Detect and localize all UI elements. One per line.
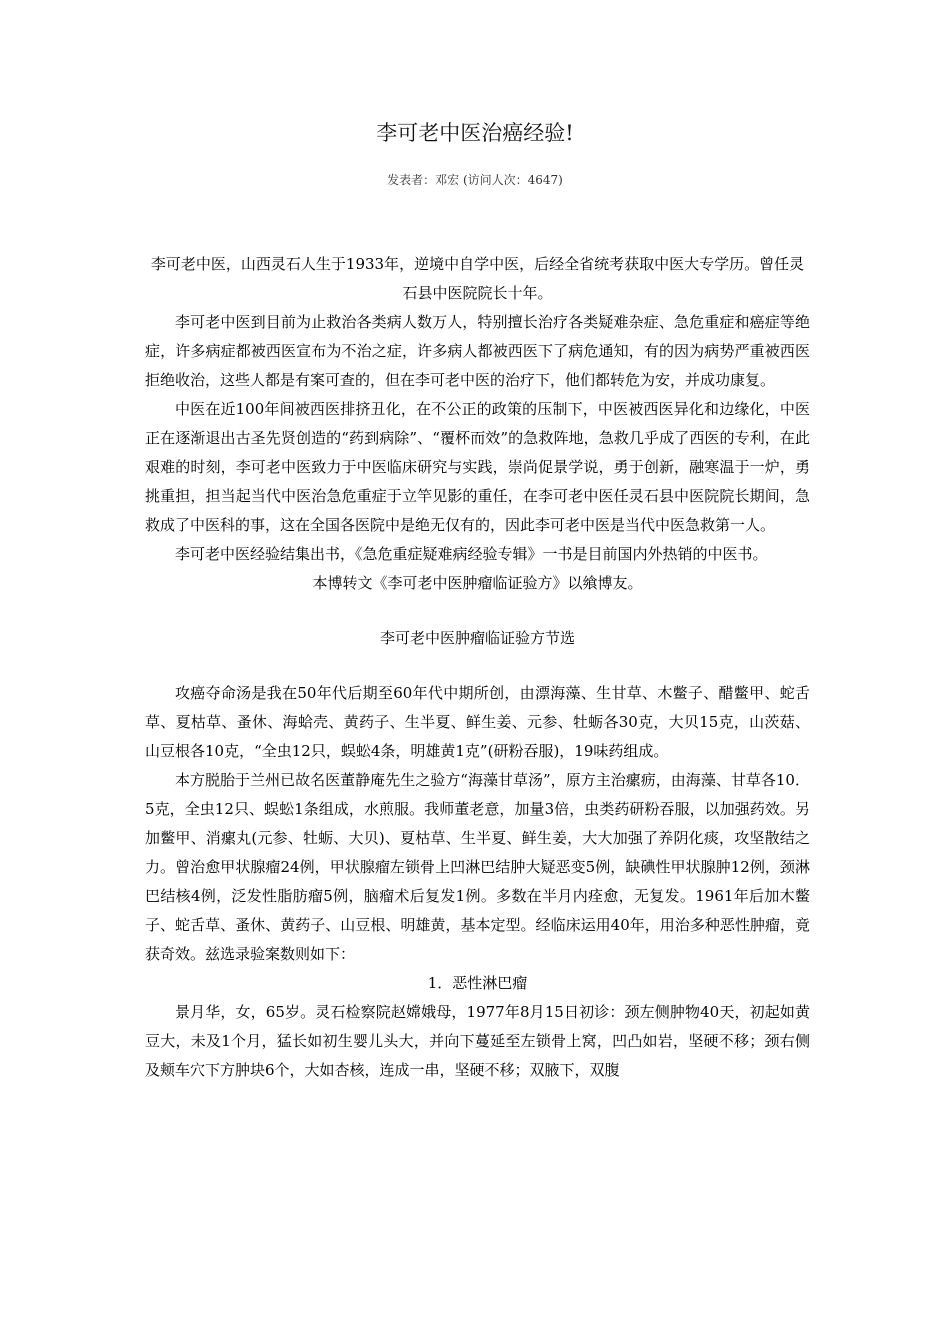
paragraph-book: 李可老中医经验结集出书，《急危重症疑难病经验专辑》一书是目前国内外热销的中医书。 <box>175 545 768 563</box>
case-heading: 1．恶性淋巴瘤 <box>427 974 528 992</box>
paragraph-formula: 攻癌夺命汤是我在50年代后期至60年代中期所创，由漂海藻、生甘草、木鳖子、醋鳖甲、蛇舌草、夏枯草、蚤休、海蛤壳、黄药子、生半夏、鲜生姜、元参、牡蛎各30克，大贝15克，山茨菇、山豆根各10克，“全虫12只，蜈蚣4条，明雄黄1克”(研粉吞服)，19味药组成。 <box>145 684 810 760</box>
paragraph-repost-note: 本博转文《李可老中医肿瘤临证验方》以飨博友。 <box>312 574 643 592</box>
paragraph-formula-origin: 本方脱胎于兰州已故名医董静庵先生之验方“海藻甘草汤”，原方主治瘰疬，由海藻、甘草各10．5克，全虫12只、蜈蚣1条组成，水煎服。我师董老意，加量3倍，虫类药研粉吞服，以加强药效。另加鳖甲、消瘰丸(元参、牡蛎、大贝)、夏枯草、生半夏、鲜生姜，大大加强了养阴化痰，攻坚散结之力。曾治愈甲状腺瘤24例，甲状腺瘤左锁骨上凹淋巴结肿大疑恶变5例，缺碘性甲状腺肿12例，颈淋巴结核4例，泛发性脂肪瘤5例，脑瘤术后复发1例。多数在半月内痊愈，无复发。1961年后加木鳖子、蛇舌草、蚤休、黄药子、山豆根、明雄黄，基本定型。经临床运用40年，用治多种恶性肿瘤，竟获奇效。兹选录验案数则如下： <box>145 771 810 963</box>
paragraph-case-1: 景月华，女，65岁。灵石检察院赵嫦娥母，1977年8月15日初诊：颈左侧肿物40天，初起如黄豆大，未及1个月，猛长如初生婴儿头大，并向下蔓延至左锁骨上窝，凹凸如岩，坚硬不移；颈右侧及颊车穴下方肿块6个，大如杏核，连成一串，坚硬不移；双腋下，双腹 <box>145 1003 810 1079</box>
section-title: 李可老中医肿瘤临证验方节选 <box>379 629 575 647</box>
article-title: 李可老中医治癌经验! <box>376 121 574 145</box>
paragraph-author-intro: 李可老中医，山西灵石人生于1933年，逆境中自学中医，后经全省统考获取中医大专学历。曾任灵石县中医院院长十年。 <box>150 255 805 302</box>
article-body <box>145 250 810 1085</box>
paragraph-achievements: 李可老中医到目前为止救治各类病人数万人，特别擅长治疗各类疑难杂症、急危重症和癌症等绝症，许多病症都被西医宣布为不治之症，许多病人都被西医下了病危通知，有的因为病势严重被西医拒绝收治，这些人都是有案可查的，但在李可老中医的治疗下，他们都转危为安，并成功康复。 <box>145 313 810 389</box>
paragraph-tcm-context: 中医在近100年间被西医排挤丑化，在不公正的政策的压制下，中医被西医异化和边缘化，中医正在逐渐退出古圣先贤创造的“药到病除”、“覆杯而效”的急救阵地，急救几乎成了西医的专利，在此艰难的时刻，李可老中医致力于中医临床研究与实践，崇尚促景学说，勇于创新，融寒温于一炉，勇挑重担，担当起当代中医治急危重症于立竿见影的重任，在李可老中医任灵石县中医院院长期间，急救成了中医科的事，这在全国各医院中是绝无仅有的，因此李可老中医是当代中医急救第一人。 <box>145 400 810 534</box>
article-meta: 发表者：邓宏 (访问人次：4647) <box>387 173 563 187</box>
